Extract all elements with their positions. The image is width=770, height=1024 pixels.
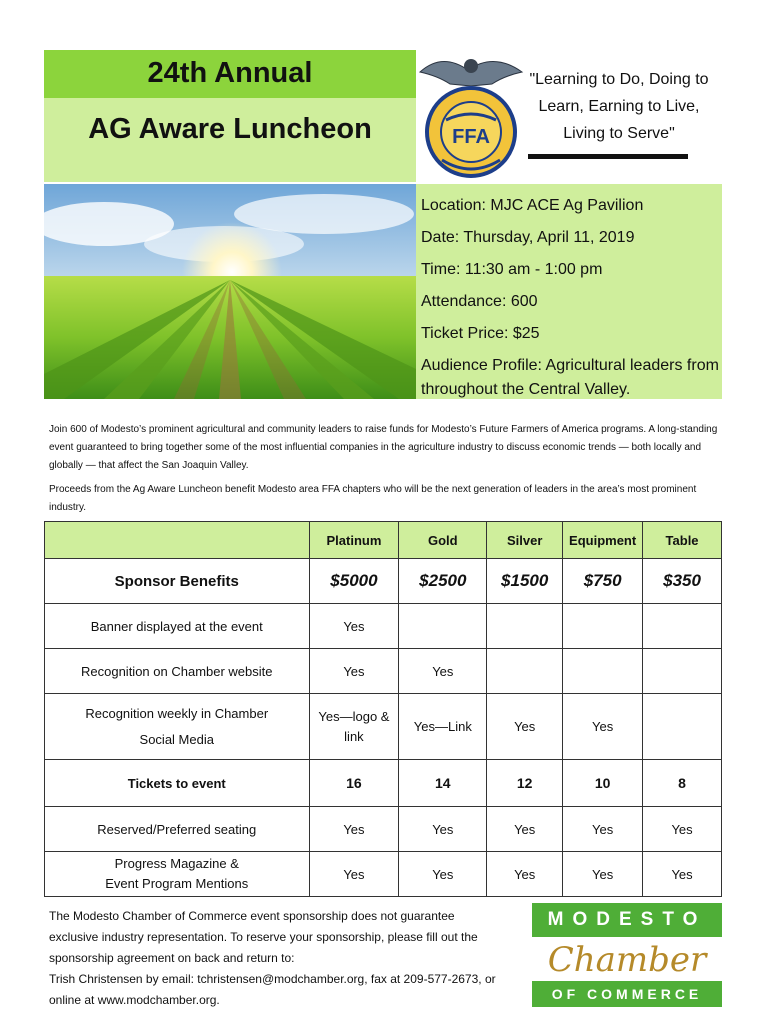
- table-row: [45, 760, 722, 807]
- event-date: Date: Thursday, April 11, 2019: [421, 229, 635, 246]
- table-row: [45, 807, 722, 852]
- sponsorship-disclaimer: The Modesto Chamber of Commerce event sponsorship does not guarantee exclusive industry representation. To reserve your sponsorship, please fill out the sponsorship agreement on back and return to:: [49, 909, 478, 965]
- table-row: [45, 694, 722, 760]
- price-table: $350: [643, 559, 722, 604]
- intro-paragraph: Join 600 of Modesto’s prominent agricultural and community leaders to raise funds for Modesto’s Future Farmers of America programs. A long-standing event guaranteed to bring together some of the most influential companies in the agriculture industry to discuss economic trends — both locally and globally — that affect the San Joaquin Valley.: [49, 424, 718, 471]
- price-gold: $2500: [399, 559, 487, 604]
- benefit-label-line: Recognition weekly in Chamber: [85, 705, 269, 721]
- level-gold: Gold: [399, 522, 487, 559]
- table-cell: [487, 604, 563, 649]
- title-line-1: 24th Annual: [147, 57, 313, 89]
- table-cell: Yes: [643, 807, 722, 852]
- title-line-2: AG Aware Luncheon: [88, 113, 372, 145]
- table-cell: [487, 649, 563, 694]
- audience-profile: Audience Profile: Agricultural leaders from throughout the Central Valley.: [421, 357, 719, 398]
- table-row: [45, 559, 722, 604]
- price-platinum: $5000: [309, 559, 399, 604]
- event-attendance: Attendance: 600: [421, 293, 538, 310]
- event-location: Location: MJC ACE Ag Pavilion: [421, 197, 644, 214]
- cell-line: link: [344, 728, 364, 744]
- contact-info: Trish Christensen by email: tchristensen@modchamber.org, fax at 209-577-2673, or online at www.modchamber.org.: [49, 972, 496, 1007]
- table-cell: Yes: [563, 852, 643, 897]
- benefit-label-line: Event Program Mentions: [105, 876, 249, 891]
- table-cell: Yes: [399, 852, 487, 897]
- cell-line: Yes—logo &: [318, 708, 390, 724]
- benefit-label: Tickets to event: [45, 760, 310, 807]
- benefit-label: Recognition on Chamber website: [45, 649, 310, 694]
- level-silver: Silver: [487, 522, 563, 559]
- benefit-label: Reserved/Preferred seating: [45, 807, 310, 852]
- sponsorship-table: [44, 521, 722, 897]
- table-cell: 14: [399, 760, 487, 807]
- price-silver: $1500: [487, 559, 563, 604]
- benefit-label: [45, 694, 310, 760]
- table-cell: Yes: [487, 694, 563, 760]
- logo-modesto-text: MODESTO: [532, 903, 722, 937]
- benefit-label-line: Social Media: [139, 731, 214, 747]
- table-cell: Yes: [487, 852, 563, 897]
- table-cell: Yes: [309, 604, 399, 649]
- level-platinum: Platinum: [309, 522, 399, 559]
- table-cell: 8: [643, 760, 722, 807]
- modesto-chamber-logo: [532, 903, 722, 1007]
- table-header-blank: [45, 522, 310, 559]
- table-cell: Yes: [563, 807, 643, 852]
- ffa-emblem-logo: [412, 50, 530, 188]
- table-cell: [563, 649, 643, 694]
- table-cell: Yes: [399, 807, 487, 852]
- crop-field-photo: [44, 184, 416, 399]
- sponsor-benefits-label: Sponsor Benefits: [45, 559, 310, 604]
- table-cell: 10: [563, 760, 643, 807]
- proceeds-paragraph: Proceeds from the Ag Aware Luncheon benefit Modesto area FFA chapters who will be the next generation of leaders in the area’s most prominent industry.: [49, 484, 697, 513]
- table-cell: Yes: [309, 852, 399, 897]
- logo-chamber-text: Chamber: [532, 937, 722, 981]
- table-cell: [643, 649, 722, 694]
- table-cell: Yes: [399, 649, 487, 694]
- table-row: [45, 604, 722, 649]
- table-cell: Yes: [487, 807, 563, 852]
- table-cell: [643, 604, 722, 649]
- table-row: [45, 852, 722, 897]
- table-row: [45, 649, 722, 694]
- table-cell: Yes: [309, 649, 399, 694]
- logo-commerce-text: OF COMMERCE: [532, 981, 722, 1007]
- ticket-price: Ticket Price: $25: [421, 325, 540, 342]
- level-table: Table: [643, 522, 722, 559]
- table-cell: 16: [309, 760, 399, 807]
- table-cell: [399, 604, 487, 649]
- table-cell: Yes: [643, 852, 722, 897]
- table-cell: Yes: [309, 807, 399, 852]
- table-cell: [563, 604, 643, 649]
- benefit-label: [45, 852, 310, 897]
- benefit-label: Banner displayed at the event: [45, 604, 310, 649]
- table-cell: 12: [487, 760, 563, 807]
- event-time: Time: 11:30 am - 1:00 pm: [421, 261, 603, 278]
- table-cell: [309, 694, 399, 760]
- event-details-panel: [416, 184, 722, 399]
- table-cell: Yes: [563, 694, 643, 760]
- level-equipment: Equipment: [563, 522, 643, 559]
- price-equipment: $750: [563, 559, 643, 604]
- ffa-motto-quote: "Learning to Do, Doing to Learn, Earning to Live, Living to Serve": [529, 71, 709, 142]
- table-header-row: [45, 522, 722, 559]
- svg-text:FFA: FFA: [452, 126, 490, 148]
- quote-divider: [528, 154, 688, 159]
- benefit-label-line: Progress Magazine &: [114, 856, 239, 871]
- table-cell: [643, 694, 722, 760]
- table-cell: Yes—Link: [399, 694, 487, 760]
